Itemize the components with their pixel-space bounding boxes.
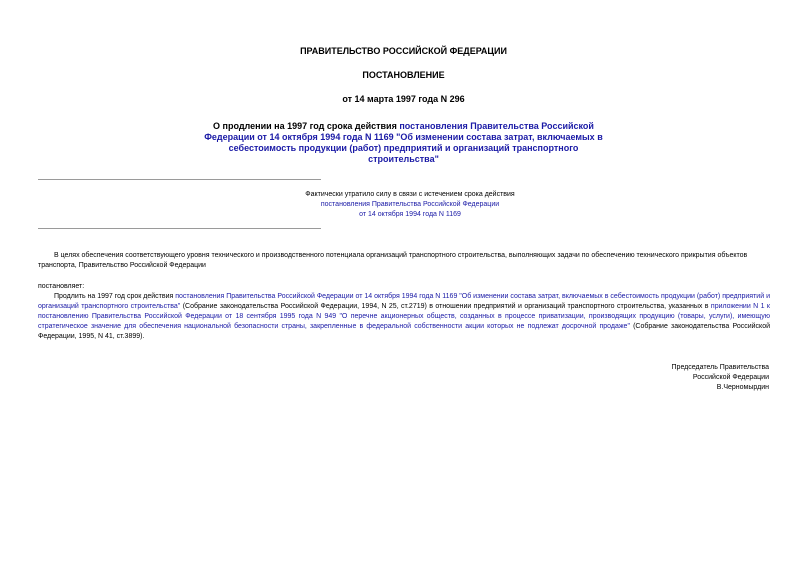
signature-position-line2: Российской Федерации [692,374,769,381]
main-paragraph [38,292,770,342]
link-resolution-1169[interactable]: постановления Правительства Российской Федерации от 14 октября 1994 года N 1169 "Об изменении состава затрат, включаемых в себестоимость продукции (работ) предприятий и организаций транспортного строительства" [38,293,770,310]
divider-top [38,179,321,180]
main-paragraph-middle: (Собрание законодательства Российской Федерации, 1994, N 25, ст.2719) в отношении предприятий и организаций транспортного строительства, указанных в [180,303,711,310]
status-link-resolution[interactable]: постановления Правительства Российской Федерации [320,201,500,208]
document-subject [200,121,607,165]
subject-prefix: О продлении на 1997 год срока действия [213,121,400,131]
signature-position-line1: Председатель Правительства [671,364,769,371]
subject-link-resolution-1169[interactable]: постановления Правительства Российской Федерации от 14 октября 1994 года N 1169 "Об изменении состава затрат, включаемых в себестоимость продукции (работ) предприятий и организаций транспортного строительства" [204,121,603,164]
preamble-paragraph: В целях обеспечения соответствующего уровня технического и производственного потенциала организаций транспортного строительства, выполняющих задачи по обеспечению технического прикрытия объектов транспорта, Правительство Российской Федерации [38,252,748,269]
document-status-note [220,190,600,220]
government-title: ПРАВИТЕЛЬСТВО РОССИЙСКОЙ ФЕДЕРАЦИИ [300,46,507,56]
resolves-label: постановляет: [38,283,85,290]
link-appendix-resolution-949[interactable]: приложении N 1 к постановлению Правительства Российской Федерации от 18 сентября 1995 года N 949 "О перечне акционерных обществ, созданных в процессе приватизации, производящих продукцию (товары, услуги), имеющую стратегическое значение для обеспечения национальной безопасности страны, закрепленные в федеральной собственности акции которых не подлежат досрочной продаже" [38,303,770,330]
signature-name: В.Черномырдин [716,384,769,391]
main-paragraph-prefix: Продлить на 1997 год срок действия [54,293,176,300]
status-line: Фактически утратило силу в связи с истечением срока действия [305,191,515,198]
signature-block [549,363,769,393]
document-type: ПОСТАНОВЛЕНИЕ [362,70,445,80]
main-paragraph-suffix: (Собрание законодательства Российской Федерации, 1995, N 41, ст.3899). [38,323,770,340]
status-link-date[interactable]: от 14 октября 1994 года N 1169 [359,211,461,218]
document-date-number: от 14 марта 1997 года N 296 [342,94,465,104]
divider-bottom [38,228,321,229]
